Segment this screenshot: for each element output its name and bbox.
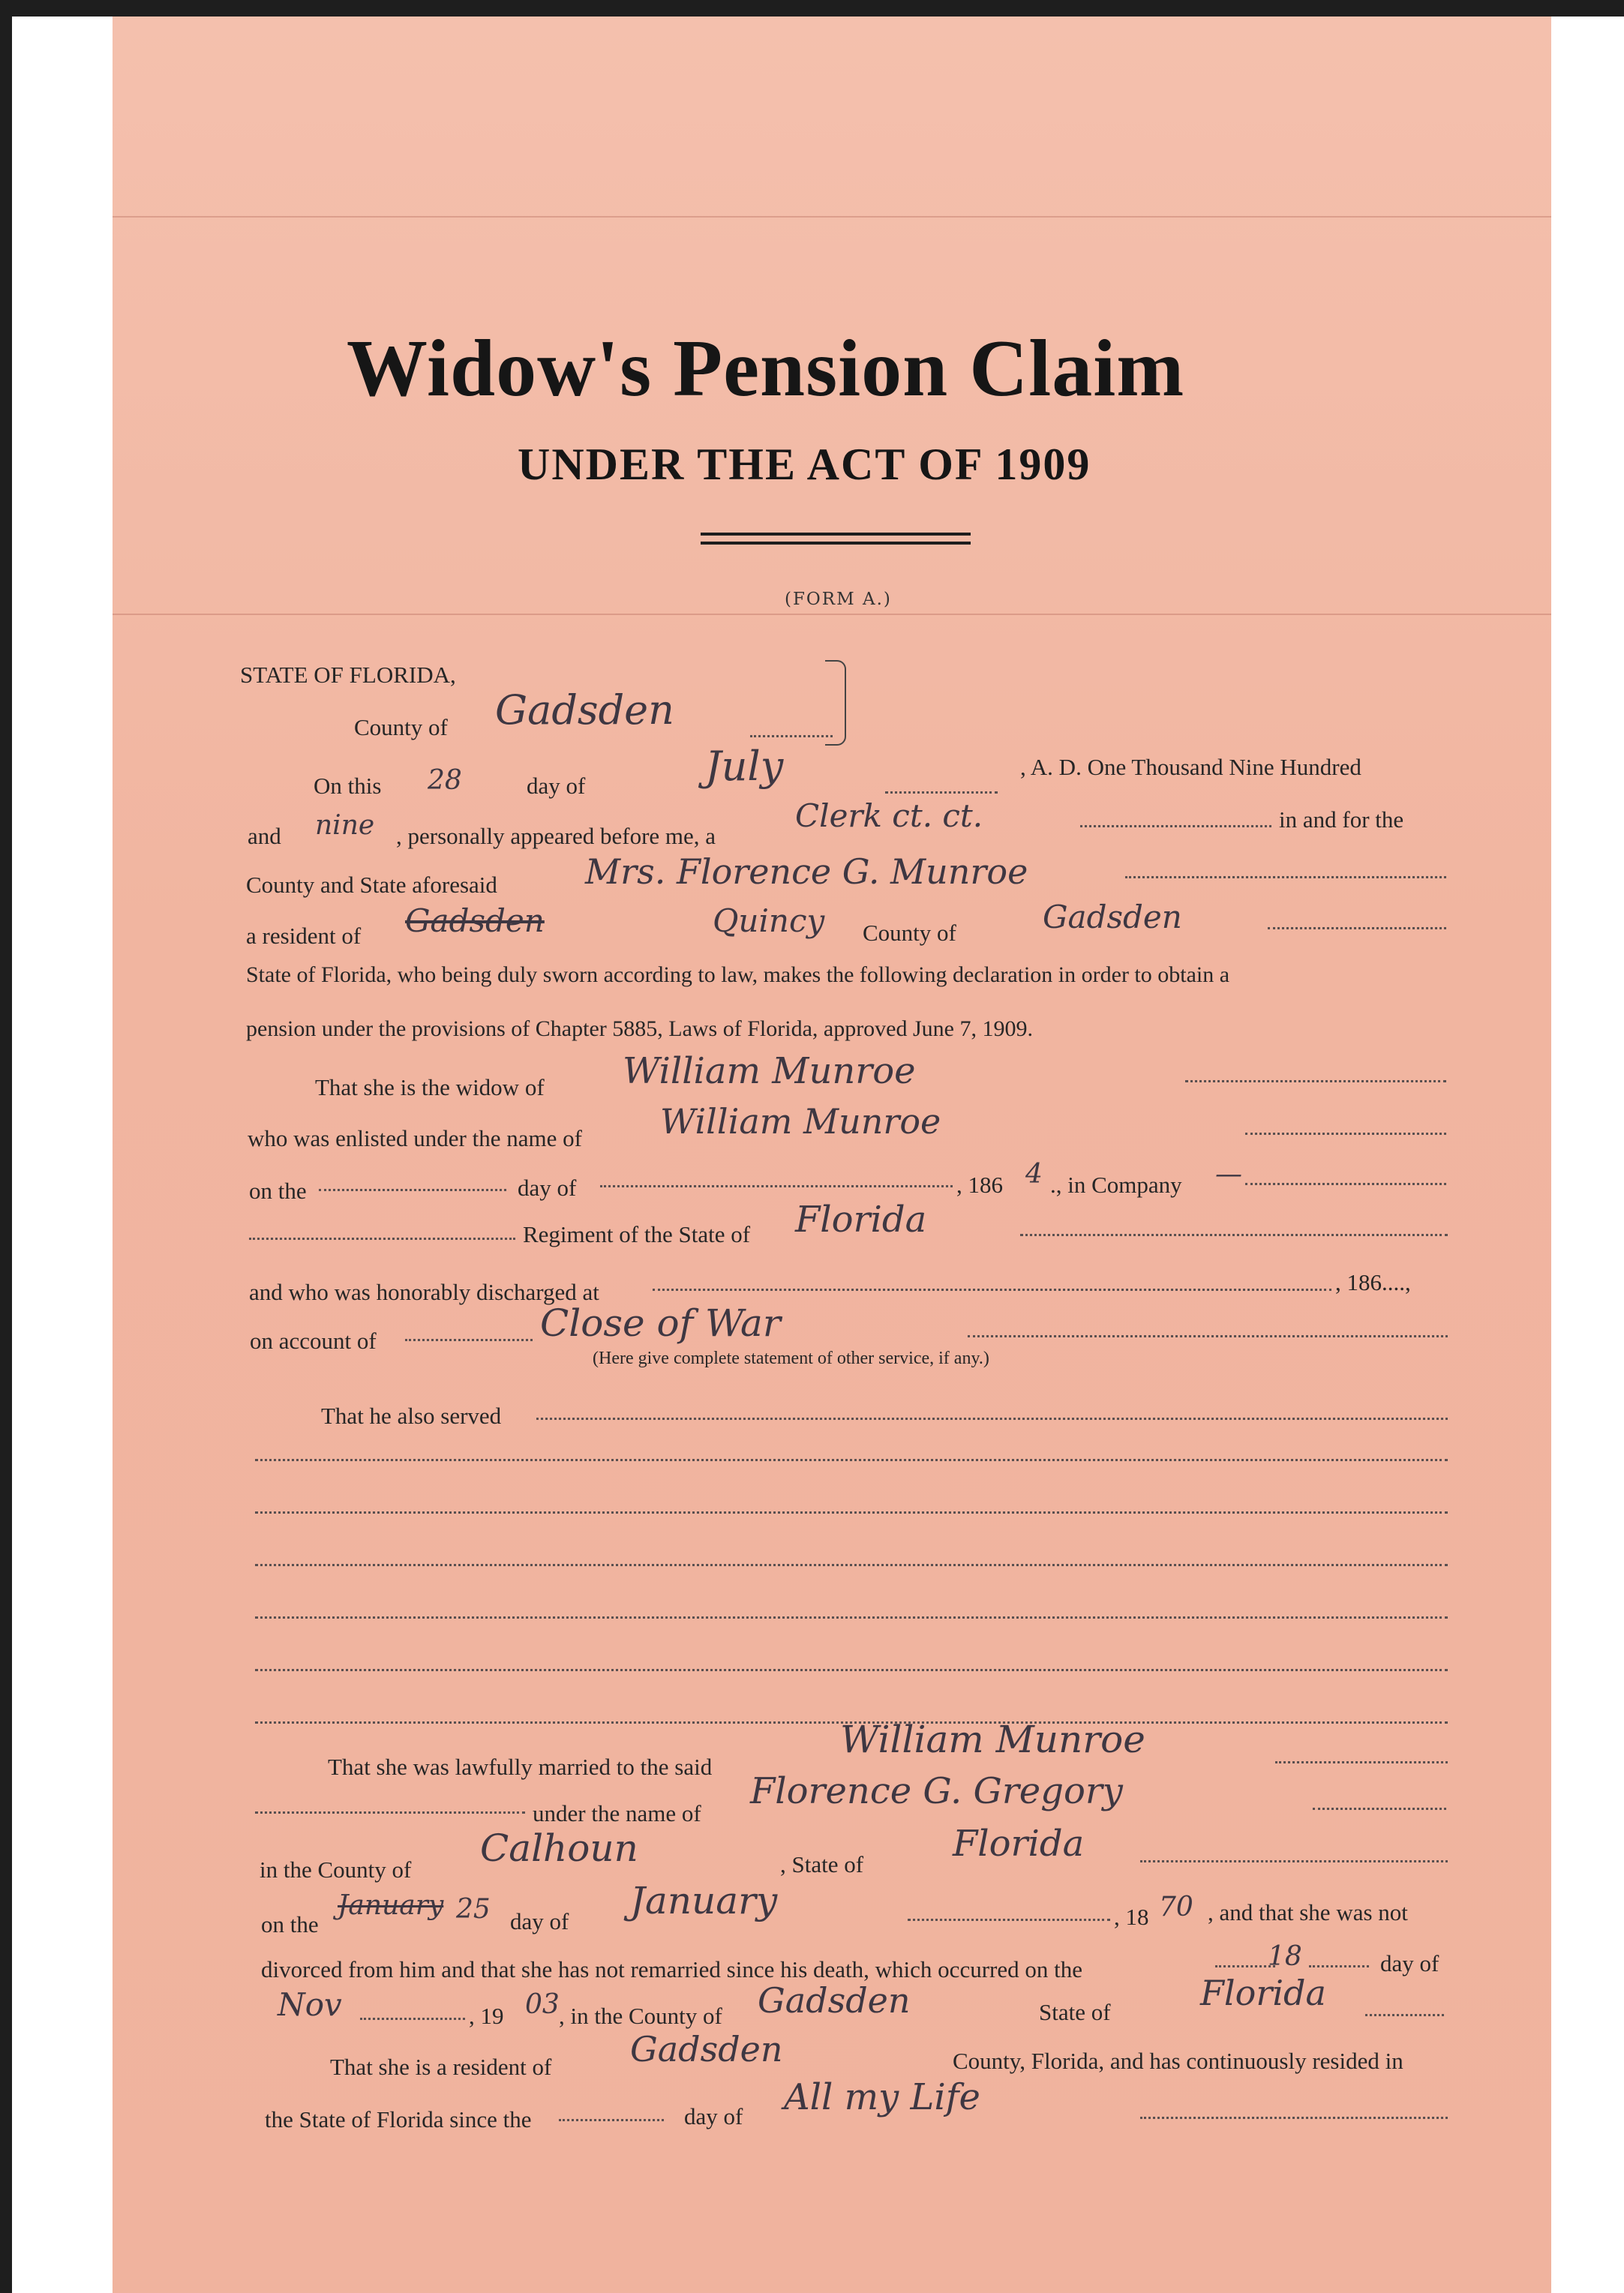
enlisted-dots [1245, 1133, 1446, 1135]
marriage-county-text: in the County of [260, 1856, 412, 1883]
service-note: (Here give complete statement of other service, if any.) [593, 1349, 989, 1368]
maiden-dots [1313, 1808, 1446, 1810]
under-name-dots [255, 1811, 525, 1814]
death-year-value: 03 [525, 1989, 560, 2020]
officer-dots [1080, 825, 1271, 827]
fold-line-middle [113, 614, 1551, 615]
form-label: (FORM A.) [785, 590, 892, 609]
county-of-text: County of [863, 920, 956, 946]
enlist-month-dots [600, 1185, 953, 1187]
marriage-day-of-text: day of [510, 1908, 569, 1934]
company-value: — [1215, 1159, 1242, 1190]
discharge-year-text: , 186...., [1335, 1269, 1411, 1295]
marriage-day-value: 25 [456, 1894, 491, 1925]
maiden-value: Florence G. Gregory [750, 1770, 1123, 1812]
claimant-value: Mrs. Florence G. Munroe [585, 851, 1028, 892]
married-value: William Munroe [840, 1718, 1145, 1761]
state-county-brace [825, 660, 846, 746]
death-county-value: Gadsden [758, 1980, 911, 2021]
enlisted-name-value: William Munroe [660, 1101, 941, 1142]
residence-value: Quincy [713, 902, 825, 939]
since-day-dots [559, 2119, 664, 2121]
on-account-of-text: on account of [250, 1328, 377, 1354]
enlist-day-dots [319, 1189, 506, 1191]
on-this-text: On this [314, 773, 382, 799]
marriage-month-value: January [630, 1879, 778, 1922]
marriage-state-dots [1140, 1860, 1448, 1862]
resident-of-text: a resident of [246, 923, 362, 949]
day-of-text: day of [527, 773, 586, 799]
death-state-value: Florida [1200, 1973, 1326, 2013]
ad-text: , A. D. One Thousand Nine Hundred [1020, 754, 1361, 780]
since-day-of-text: day of [684, 2103, 743, 2129]
account-value: Close of War [540, 1301, 781, 1345]
married-dots [1275, 1761, 1448, 1763]
document-title: Widow's Pension Claim [347, 324, 1185, 413]
claimant-dots [1125, 876, 1446, 878]
and-text: and [248, 823, 281, 849]
under-name-text: under the name of [533, 1800, 701, 1826]
regiment-state-text: Regiment of the State of [523, 1221, 751, 1247]
month-dots [885, 791, 998, 794]
officer-value: Clerk ct. ct. [795, 797, 983, 834]
service-line-2 [255, 1511, 1448, 1514]
death-state-text: State of [1039, 1999, 1111, 2025]
since-text: the State of Florida since the [265, 2106, 532, 2132]
since-dots [1140, 2117, 1448, 2119]
service-state-dots [1020, 1234, 1448, 1236]
resident-text: That she is a resident of [330, 2054, 552, 2080]
marriage-month-dots [908, 1919, 1110, 1921]
death-day-of-text: day of [1380, 1950, 1439, 1976]
marriage-state-value: Florida [953, 1823, 1085, 1865]
county-value: Gadsden [495, 686, 674, 734]
death-state-dots [1365, 2014, 1444, 2016]
divorced-text: divorced from him and that she has not remarried since his death, which occurred on the [261, 1956, 1082, 1982]
husband-value: William Munroe [623, 1050, 916, 1092]
death-year-prefix: , 19 [469, 2003, 504, 2029]
service-day-of-text: day of [518, 1175, 577, 1201]
death-month-dots [360, 2018, 465, 2020]
resident-county-value: Gadsden [630, 2029, 783, 2069]
company-text: ., in Company [1050, 1172, 1182, 1198]
resided-text: County, Florida, and has continuously resided in [953, 2048, 1403, 2074]
service-line-3 [255, 1564, 1448, 1566]
also-served-text: That he also served [321, 1403, 502, 1429]
scan-left-border [0, 0, 12, 2293]
appeared-text: , personally appeared before me, a [396, 823, 716, 849]
residence-struck: Gadsden [405, 902, 545, 939]
husband-dots [1185, 1080, 1446, 1082]
account-dots-left [405, 1339, 533, 1341]
enlisted-under-text: who was enlisted under the name of [248, 1125, 582, 1151]
year-suffix-value: 4 [1025, 1159, 1043, 1190]
residence-dots [1268, 927, 1446, 929]
pension-text: pension under the provisions of Chapter 5885, Laws of Florida, approved June 7, 1909. [246, 1016, 1033, 1041]
scan-top-border [0, 0, 1624, 17]
marriage-year-value: 70 [1159, 1892, 1193, 1922]
death-day-dots-right [1309, 1965, 1369, 1967]
regiment-dots [249, 1238, 515, 1240]
month-value: July [705, 743, 784, 790]
year-prefix-text: , 186 [956, 1172, 1003, 1198]
marriage-state-text: , State of [780, 1851, 864, 1877]
death-day-dots-left [1215, 1965, 1275, 1967]
marriage-struck: January [338, 1890, 444, 1921]
service-line-1 [255, 1459, 1448, 1461]
in-and-for-text: in and for the [1279, 806, 1404, 833]
marriage-not-text: , and that she was not [1208, 1899, 1408, 1925]
on-the-text: on the [249, 1178, 307, 1204]
married-text: That she was lawfully married to the said [328, 1754, 713, 1780]
day-value: 28 [428, 765, 462, 796]
service-state-value: Florida [795, 1199, 927, 1241]
marriage-county-value: Calhoun [480, 1826, 638, 1870]
fold-line-top [113, 216, 1551, 218]
county-state-aforesaid-text: County and State aforesaid [246, 872, 497, 898]
title-rule-1 [701, 533, 971, 536]
death-county-text: , in the County of [559, 2003, 722, 2029]
company-dots [1245, 1183, 1446, 1185]
widow-of-text: That she is the widow of [315, 1074, 545, 1100]
residence-county-value: Gadsden [1043, 899, 1182, 935]
title-rule-2 [701, 542, 971, 545]
also-served-dots [536, 1418, 1448, 1420]
marriage-on-the-text: on the [261, 1911, 319, 1937]
death-month-value: Nov [278, 1986, 342, 2023]
account-dots-right [968, 1335, 1448, 1337]
death-day-value: 18 [1268, 1941, 1302, 1972]
marriage-year-text: , 18 [1114, 1904, 1149, 1930]
discharged-dots [653, 1289, 1331, 1291]
document-subtitle: UNDER THE ACT OF 1909 [518, 440, 1091, 489]
service-line-4 [255, 1616, 1448, 1619]
state-heading: STATE OF FLORIDA, [240, 662, 456, 688]
service-line-5 [255, 1669, 1448, 1671]
county-label: County of [354, 714, 448, 740]
discharged-at-text: and who was honorably discharged at [249, 1279, 599, 1305]
county-dots [750, 735, 833, 737]
year-value: nine [315, 810, 375, 841]
sworn-text: State of Florida, who being duly sworn according to law, makes the following declaration in order to obtain a [246, 962, 1230, 987]
since-value: All my Life [784, 2076, 980, 2118]
